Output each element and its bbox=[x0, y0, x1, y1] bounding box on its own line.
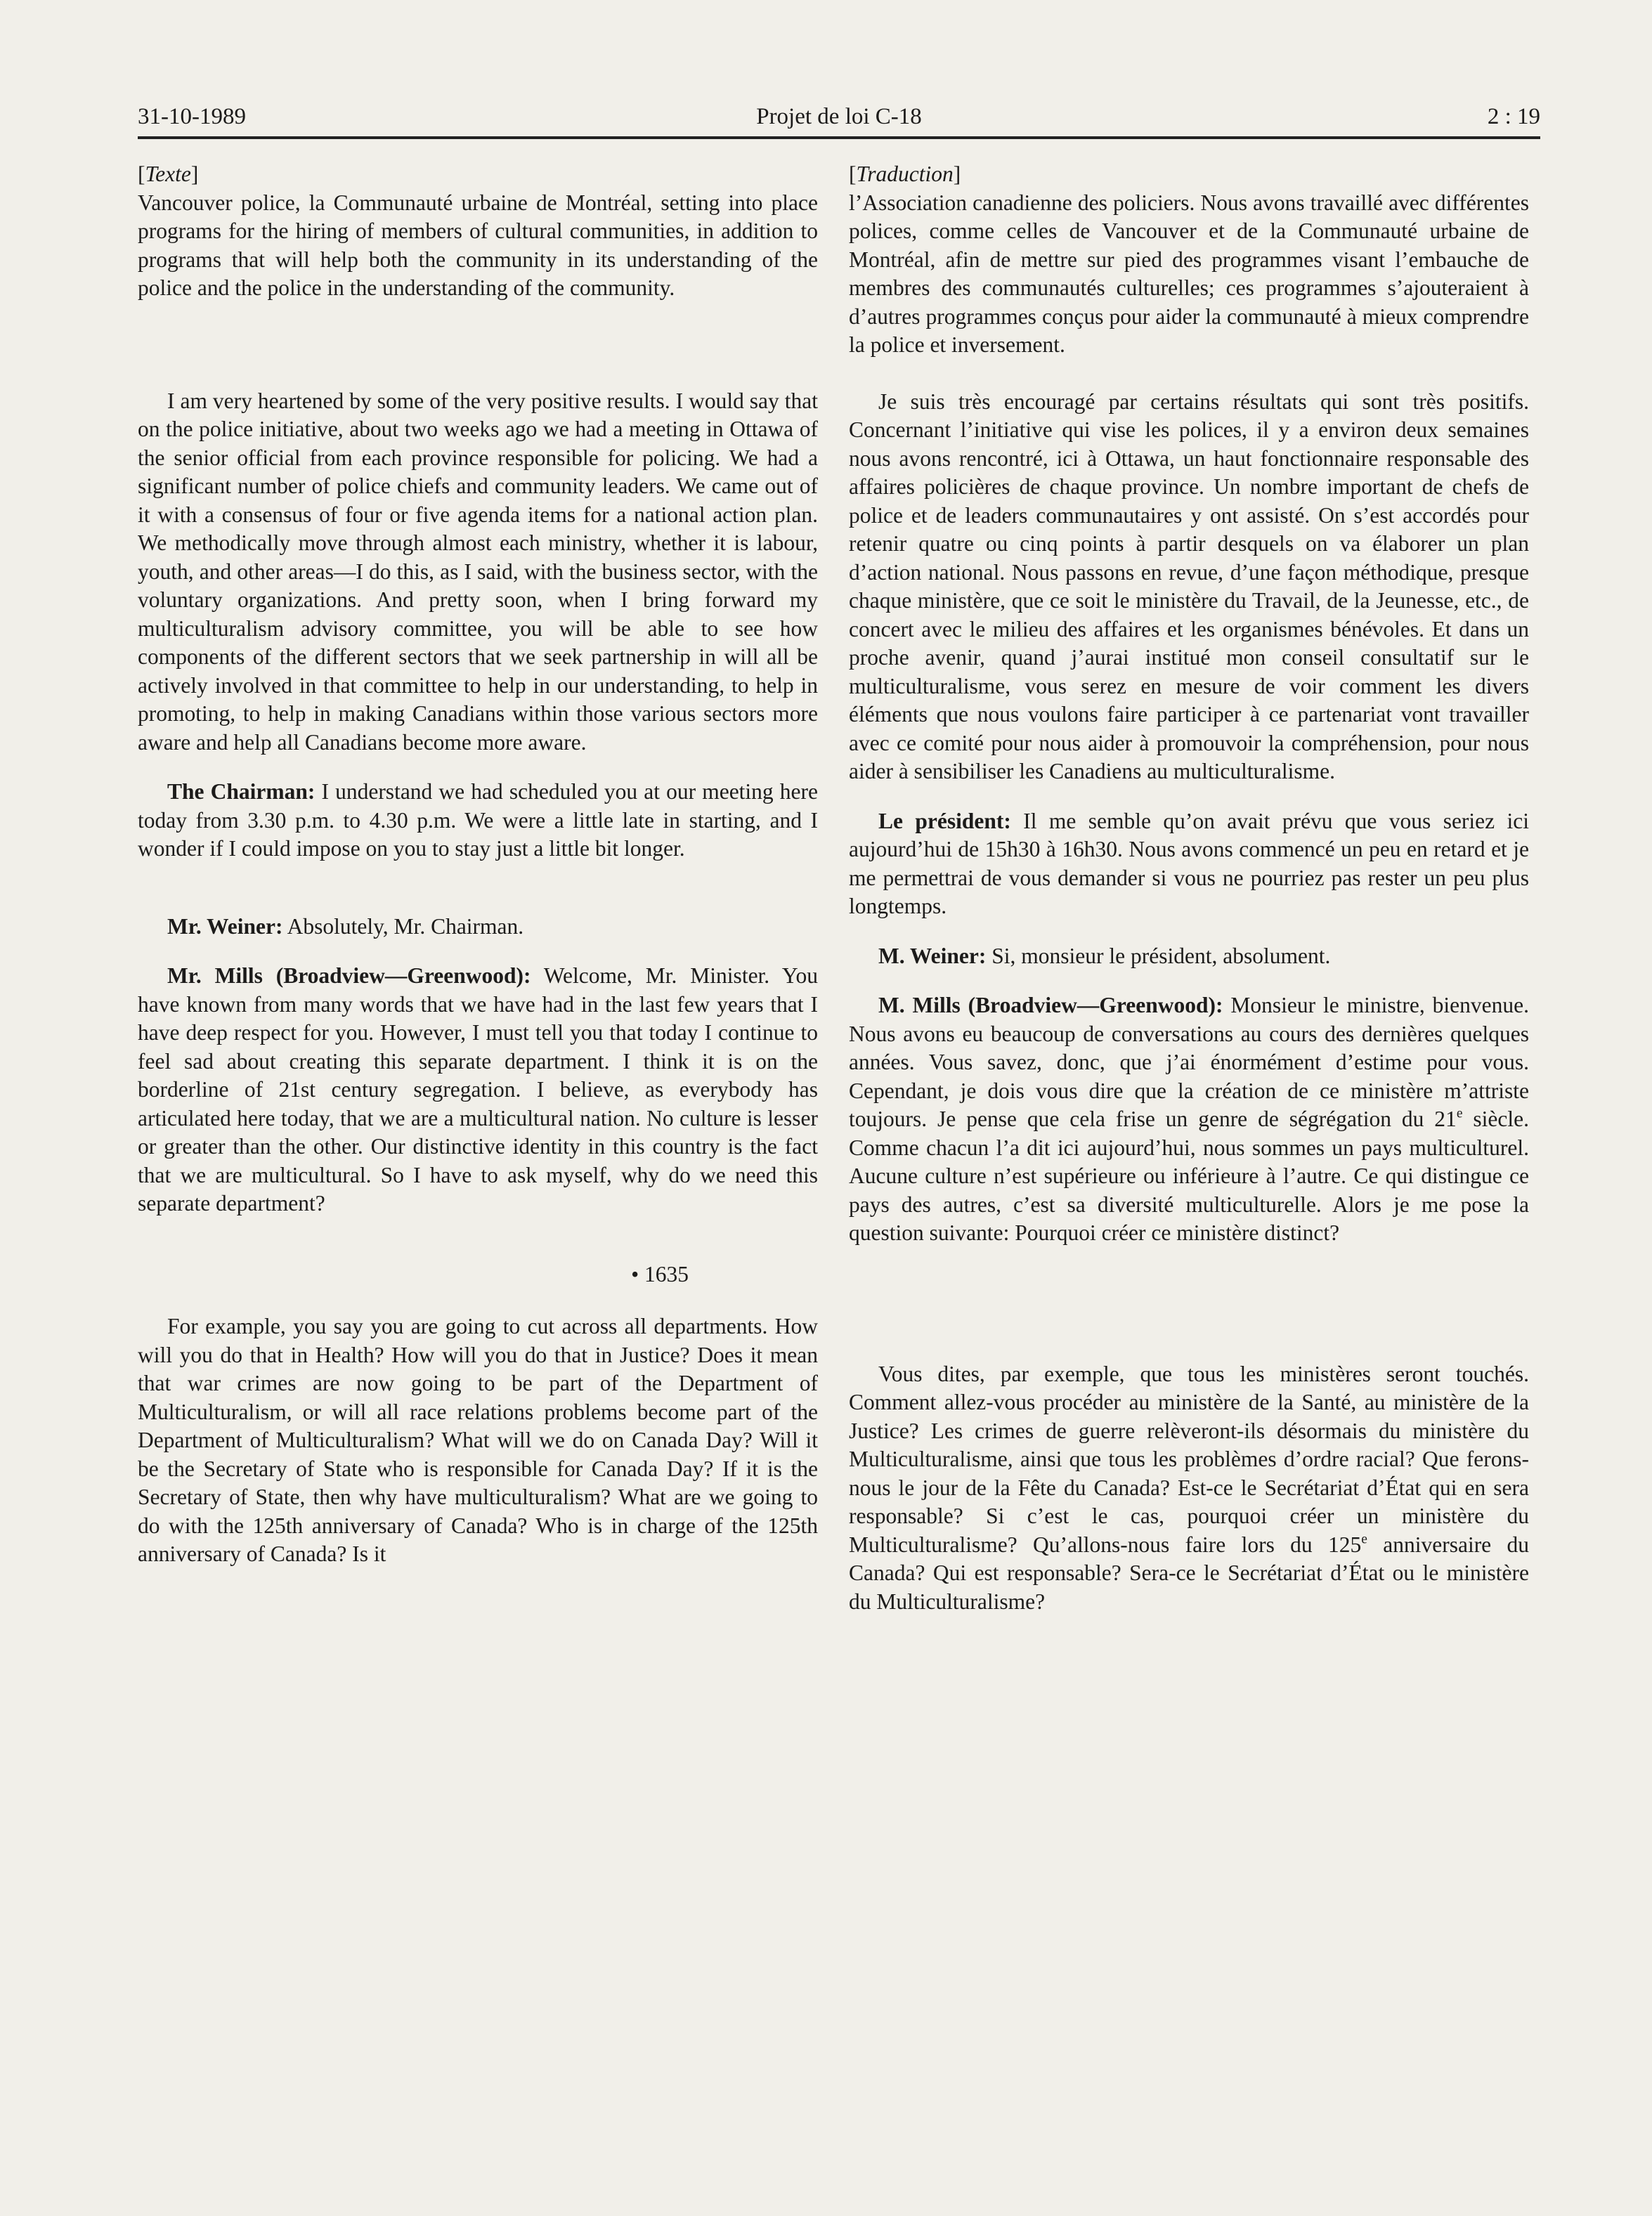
paragraph: The Chairman: I understand we had scheduled you at our meeting here today from 3.30 p.m. to 4.30 p.m. We were a little late in starting, and I wonder if I could impose on you to stay just a little bit longer. bbox=[138, 779, 818, 861]
french-column bbox=[849, 160, 1529, 1616]
speaker-name: M. Mills (Broadview—Greenwood): bbox=[878, 993, 1223, 1017]
header-title: Projet de loi C-18 bbox=[756, 104, 922, 129]
timestamp-marker: • 1635 bbox=[631, 1261, 689, 1286]
running-header bbox=[138, 104, 1540, 136]
paragraph: I am very heartened by some of the very positive results. I would say that on the police initiative, about two weeks ago we had a meeting in Ottawa of the senior official from each province responsible for policing. We had a significant number of police chiefs and community leaders. We came out of it with a consensus of four or five agenda items for a national action plan. We methodically move through almost each ministry, whether it is labour, youth, and other areas—I do this, as I said, with the business sector, with the voluntary organizations. And pretty soon, when I bring forward my multiculturalism advisory committee, you will be able to see how components of the different sectors that we seek partnership in will all be actively involved in that committee to help in our understanding, to help in promoting, to help in making Canadians within those various sectors more aware and help all Canadians become more aware. bbox=[138, 388, 818, 755]
header-page-number: 2 : 19 bbox=[1487, 104, 1540, 129]
paragraph: Mr. Mills (Broadview—Greenwood): Welcome, Mr. Minister. You have known from many words that we have had in the last few years that I have deep respect for you. However, I must tell you that today I continue to feel sad about creating this separate department. I think it is on the borderline of 21st century segregation. I believe, as everybody has articulated here today, that we are a multicultural nation. No culture is lesser or greater than the other. Our distinctive identity in this country is the fact that we are multicultural. So I have to ask myself, why do we need this separate department? bbox=[138, 963, 818, 1215]
paragraph: l’Association canadienne des policiers. Nous avons travaillé avec différentes polices, comme celles de Vancouver et de la Communauté urbaine de Montréal, afin de mettre sur pied des programmes visant l’embauche de membres des communautés culturelles; ces programmes s’ajouteraient à d’autres programmes conçus pour aider la communauté à mieux comprendre la police et inversement. bbox=[849, 190, 1529, 357]
paragraph: Vancouver police, la Communauté urbaine de Montréal, setting into place programs for the hiring of members of cultural communities, in addition to programs that will help both the community in its understanding of the police and the police in the understanding of the community. bbox=[138, 190, 818, 300]
paragraph: M. Weiner: Si, monsieur le président, absolument. bbox=[878, 943, 1331, 968]
paragraph: Je suis très encouragé par certains résultats qui sont très positifs. Concernant l’initiative qui vise les polices, il y a environ deux semaines nous avons rencontré, ici à Ottawa, un haut fonctionnaire responsable des affaires policières de chaque province. Un nombre important de chefs de police et de leaders communautaires y ont assisté. On s’est accordés pour retenir quatre ou cinq points à partir desquels on va élaborer un plan d’action national. Nous passons en revue, d’une façon méthodique, presque chaque ministère, que ce soit le ministère du Travail, de la Jeunesse, etc., de concert avec le milieu des affaires et les organismes bénévoles. Et dans un proche avenir, quand j’aurai institué mon conseil consultatif sur le multiculturalisme, vous serez en mesure de voir comment les divers éléments que nous voulons faire participer à ce partenariat vont travailler avec ce comité pour nous aider à promouvoir la compréhension, pour nous aider à sensibiliser les Canadiens au multiculturalisme. bbox=[849, 389, 1529, 783]
header-rule bbox=[138, 136, 1540, 139]
paragraph: Mr. Weiner: Absolutely, Mr. Chairman. bbox=[167, 913, 524, 939]
header-date: 31-10-1989 bbox=[138, 104, 246, 129]
paragraph: M. Mills (Broadview—Greenwood): Monsieur le ministre, bienvenue. Nous avons eu beaucoup de conversations au cours des dernières quelques années. Vous savez, donc, que j’ai énormément d’estime pour vous. Cependant, je dois vous dire que la création de ce ministère m’attriste toujours. Je pense que cela frise un genre de ségrégation du 21e siècle. Comme chacun l’a dit ici aujourd’hui, nous sommes un pays multiculturel. Aucune culture n’est supérieure ou inférieure à l’autre. Ce qui distingue ce pays des autres, c’est sa diversité multiculturelle. Alors je me pose la question suivante: Pourquoi créer ce ministère distinct? bbox=[849, 993, 1529, 1245]
speaker-name: Le président: bbox=[878, 808, 1011, 833]
section-label-texte: [Texte] bbox=[138, 162, 199, 186]
speaker-name: Mr. Mills (Broadview—Greenwood): bbox=[167, 963, 531, 988]
section-label-traduction: [Traduction] bbox=[849, 162, 961, 186]
speaker-name: The Chairman: bbox=[167, 779, 316, 804]
speaker-name: M. Weiner: bbox=[878, 943, 987, 968]
english-column bbox=[138, 160, 818, 1569]
speaker-name: Mr. Weiner: bbox=[167, 913, 283, 939]
paragraph: Le président: Il me semble qu’on avait prévu que vous seriez ici aujourd’hui de 15h30 à 16h30. Nous avons commencé un peu en retard et je me permettrai de vous demander si vous ne pourriez pas rester un peu plus longtemps. bbox=[849, 808, 1530, 918]
paragraph: Vous dites, par exemple, que tous les ministères seront touchés. Comment allez-vous procéder au ministère de la Santé, au ministère de la Justice? Les crimes de guerre relèveront-ils désormais du ministère du Multiculturalisme, ainsi que tous les problèmes d’ordre racial? Que ferons-nous le jour de la Fête du Canada? Est-ce le Secrétariat d’État qui en sera responsable? Si c’est le cas, pourquoi créer un ministère du Multiculturalisme? Qu’allons-nous faire lors du 125e anniversaire du Canada? Qui est responsable? Sera-ce le Secrétariat d’État ou le ministère du Multiculturalisme? bbox=[849, 1361, 1529, 1614]
paragraph: For example, you say you are going to cut across all departments. How will you do that in Health? How will you do that in Justice? Does it mean that war crimes are now going to be part of the Department of Multiculturalism, or will all race relations problems become part of the Department of Multiculturalism? What will we do on Canada Day? Will it be the Secretary of State who is responsible for Canada Day? If it is the Secretary of State, then why have multiculturalism? What are we going to do with the 125th anniversary of Canada? Who is in charge of the 125th anniversary of Canada? Is it bbox=[138, 1314, 818, 1566]
